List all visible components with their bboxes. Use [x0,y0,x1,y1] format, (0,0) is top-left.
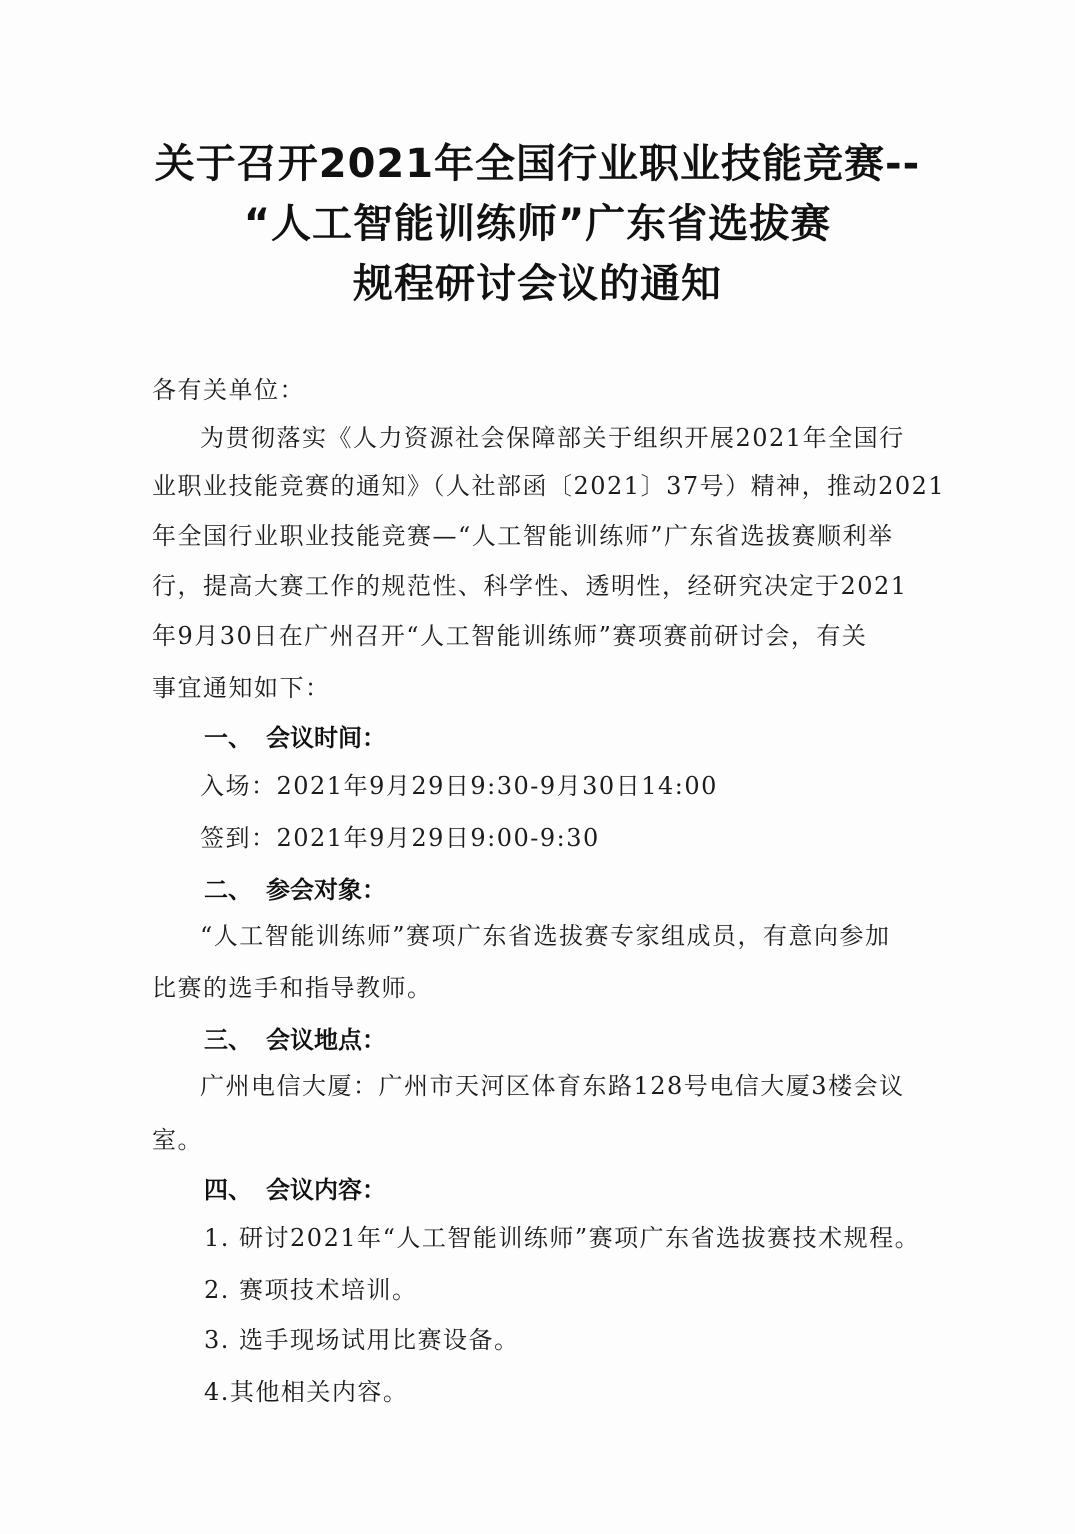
content-item-1: 1. 研讨2021年“人工智能训练师”赛项广东省选拔赛技术规程。 [204,1224,921,1252]
section-heading-attendees [204,870,386,905]
intro-line: 事宜通知如下： [152,674,331,702]
section-heading-content [204,1170,386,1205]
document-title-line-1: 关于召开2021年全国行业职业技能竞赛-- [154,141,921,187]
entry-time: 入场：2021年9月29日9:30-9月30日14:00 [200,772,718,800]
location-line: 广州电信大厦：广州市天河区体育东路128号电信大厦3楼会议 [200,1072,905,1100]
section-number: 一、 [204,724,252,752]
intro-line: 业职业技能竞赛的通知》（人社部函〔2021〕37号）精神，推动2021 [152,472,946,500]
attendees-line: “人工智能训练师”赛项广东省选拔赛专家组成员，有意向参加 [200,922,891,950]
section-title: 会议时间： [266,724,386,752]
intro-line: 年9月30日在广州召开“人工智能训练师”赛项赛前研讨会，有关 [152,622,868,650]
location-line: 室。 [152,1126,203,1154]
intro-line: 年全国行业职业技能竞赛—“人工智能训练师”广东省选拔赛顺利举 [152,522,894,550]
section-number: 二、 [204,876,252,904]
checkin-time: 签到：2021年9月29日9:00-9:30 [200,824,600,852]
salutation: 各有关单位： [152,376,305,404]
content-item-4: 4.其他相关内容。 [204,1378,409,1406]
section-number: 四、 [204,1176,252,1204]
attendees-line: 比赛的选手和指导教师。 [152,974,433,1002]
intro-line: 为贯彻落实《人力资源社会保障部关于组织开展2021年全国行 [200,424,905,452]
content-item-2: 2. 赛项技术培训。 [204,1276,418,1304]
section-heading-location [204,1020,386,1055]
section-title: 参会对象： [266,876,386,904]
intro-line: 行，提高大赛工作的规范性、科学性、透明性，经研究决定于2021 [152,572,908,600]
section-title: 会议内容： [266,1176,386,1204]
section-heading-time [204,718,386,753]
section-number: 三、 [204,1026,252,1054]
document-title-line-3: 规程研讨会议的通知 [353,261,722,307]
section-title: 会议地点： [266,1026,386,1054]
document-title-line-2: “人工智能训练师”广东省选拔赛 [243,201,832,247]
content-item-3: 3. 选手现场试用比赛设备。 [204,1326,520,1354]
